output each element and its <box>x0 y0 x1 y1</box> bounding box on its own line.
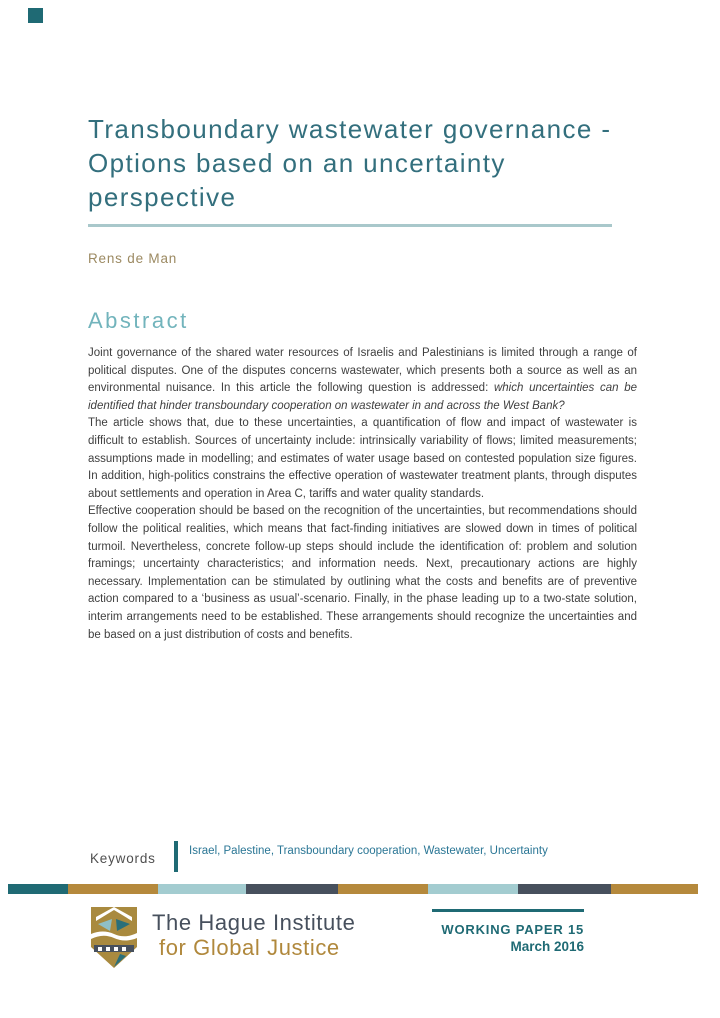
abstract-paragraph-2: The article shows that, due to these uncertainties, a quantification of flow and impact of wastewater is difficult to establish. Sources of uncertainty include: intrinsically variability of flows; limited measurements; assumptions made in modelling; and estimates of water usage based on contested population size figures. In addition, high-politics constrains the effective operation of wastewater treatment plants, through disputes about settlements and operation in Area C, tariffs and water quality standards. <box>88 417 637 500</box>
title-divider-rule <box>88 224 612 227</box>
working-paper-block <box>432 909 584 956</box>
corner-accent-square <box>28 8 43 23</box>
paper-title-line-1: Transboundary wastewater governance - <box>88 114 612 144</box>
keywords-divider-line <box>174 841 178 872</box>
hague-institute-logo-icon <box>90 907 138 969</box>
paper-title-line-2: Options based on an uncertainty <box>88 148 506 178</box>
bar-segment-gold-2 <box>338 884 428 894</box>
bar-segment-light-teal-1 <box>158 884 246 894</box>
institute-name <box>152 910 355 960</box>
keywords-text: Israel, Palestine, Transboundary cooperation, Wastewater, Uncertainty <box>189 845 548 857</box>
bar-segment-dark-teal <box>8 884 68 894</box>
abstract-heading: Abstract <box>88 308 189 333</box>
abstract-paragraph-1 <box>88 345 637 415</box>
bar-segment-gold-1 <box>68 884 158 894</box>
bar-segment-gold-3 <box>611 884 698 894</box>
bar-segment-light-teal-2 <box>428 884 518 894</box>
working-paper-date: March 2016 <box>510 939 584 954</box>
paper-title-line-3: perspective <box>88 182 237 212</box>
working-paper-label: WORKING PAPER 15 <box>441 922 584 937</box>
abstract-paragraph-3: Effective cooperation should be based on the recognition of the uncertainties, but recommendations should follow the political realities, which means that fact-finding initiatives are slowed down in times of political turmoil. Nevertheless, concrete follow-up steps should include the identification of: problem and solution framings; uncertainty characteristics; and information needs. Next, precautionary actions are highly necessary. Implementation can be stimulated by outlining what the costs and benefits are of preventive action compared to a ‘business as usual’-scenario. Finally, in the phase leading up to a two-state solution, interim arrangements need to be established. These arrangements should recognize the uncertainties and be based on a just distribution of costs and benefits. <box>88 505 637 641</box>
abstract-research-question: which uncertainties can be identified that hinder transboundary cooperation on wastewater in and across the West Bank? <box>88 382 638 412</box>
paper-title <box>88 112 633 214</box>
abstract-p1-text: Joint governance of the shared water resources of Israelis and Palestinians is limited through a range of political disputes. One of the disputes concerns wastewater, which presents both a source as well as an environmental nuisance. In this article the following question is addressed: <box>88 347 637 395</box>
institute-name-line-2: for Global Justice <box>159 935 340 960</box>
abstract-body <box>88 345 637 644</box>
institute-name-line-1: The Hague Institute <box>152 910 356 935</box>
bar-segment-slate-1 <box>246 884 338 894</box>
keywords-label: Keywords <box>90 851 156 866</box>
footer-color-bar <box>8 884 698 894</box>
bar-segment-slate-2 <box>518 884 611 894</box>
author-name: Rens de Man <box>88 251 178 266</box>
working-paper-rule <box>432 909 584 912</box>
